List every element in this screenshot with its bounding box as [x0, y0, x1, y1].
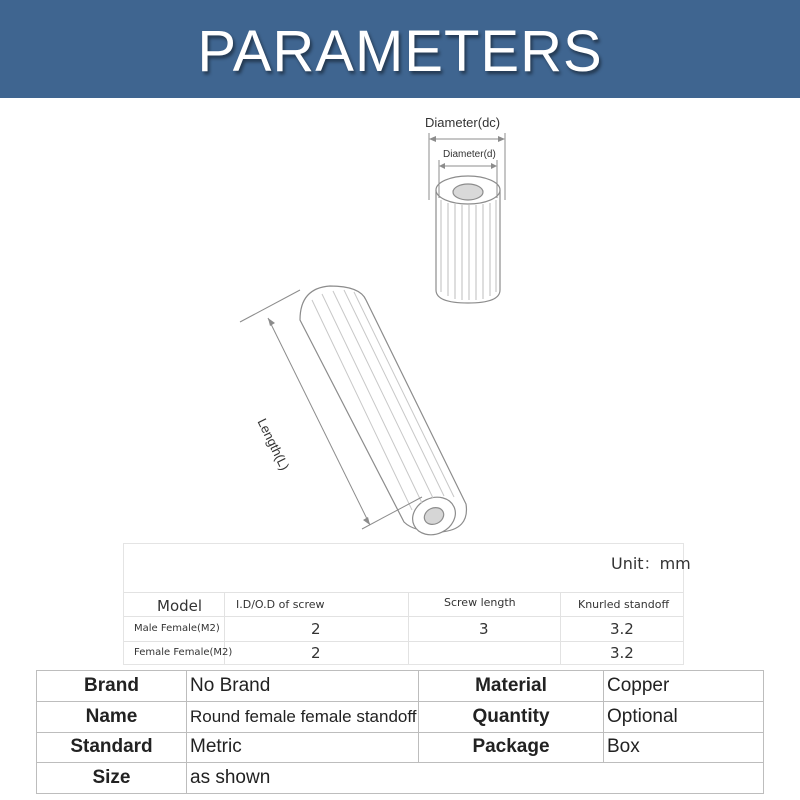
- spec-key: Size: [37, 763, 187, 794]
- table-row: [37, 671, 764, 702]
- row-knurled: 3.2: [610, 620, 634, 638]
- row-screw-length: 3: [479, 620, 489, 638]
- column-header-screw: I.D/O.D of screw: [236, 598, 325, 611]
- unit-table: [123, 543, 691, 665]
- standoff-illustration: [0, 98, 800, 543]
- column-header-knurled: Knurled standoff: [578, 598, 670, 611]
- table-row: [37, 701, 764, 732]
- spec-value: Box: [604, 732, 764, 763]
- spec-value: Metric: [187, 732, 419, 763]
- spec-value: Copper: [604, 671, 764, 702]
- spec-value: as shown: [187, 763, 764, 794]
- header-banner: [0, 0, 800, 98]
- page-title: PARAMETERS: [197, 19, 603, 84]
- length-label: Length(L): [254, 416, 293, 473]
- column-header-model: Model: [157, 597, 203, 615]
- table-row: [37, 732, 764, 763]
- divider: [124, 641, 683, 642]
- divider: [124, 616, 683, 617]
- diameter-dc-label: Diameter(dc): [425, 115, 501, 130]
- spec-key: Standard: [37, 732, 187, 763]
- divider: [124, 592, 683, 593]
- column-header-screw-length: Screw length: [444, 596, 516, 609]
- row-knurled: 3.2: [610, 644, 634, 662]
- spec-key: Quantity: [419, 701, 604, 732]
- divider: [408, 592, 409, 664]
- spec-value: Round female female standoff: [187, 701, 419, 732]
- spec-key: Material: [419, 671, 604, 702]
- spec-key: Brand: [37, 671, 187, 702]
- spec-table: [36, 670, 764, 794]
- small-standoff: [436, 176, 500, 303]
- divider: [560, 592, 561, 664]
- standoff-drawing: [0, 98, 800, 543]
- unit-label: Unit：mm: [611, 554, 691, 573]
- table-row: [37, 763, 764, 794]
- row-model: Male Female(M2): [134, 623, 220, 634]
- spec-value: No Brand: [187, 671, 419, 702]
- diameter-d-label: Diameter(d): [443, 149, 496, 160]
- row-screw: 2: [311, 644, 321, 662]
- row-screw: 2: [311, 620, 321, 638]
- row-model: Female Female(M2): [134, 647, 233, 658]
- long-standoff: [300, 286, 466, 542]
- spec-value: Optional: [604, 701, 764, 732]
- spec-key: Name: [37, 701, 187, 732]
- spec-key: Package: [419, 732, 604, 763]
